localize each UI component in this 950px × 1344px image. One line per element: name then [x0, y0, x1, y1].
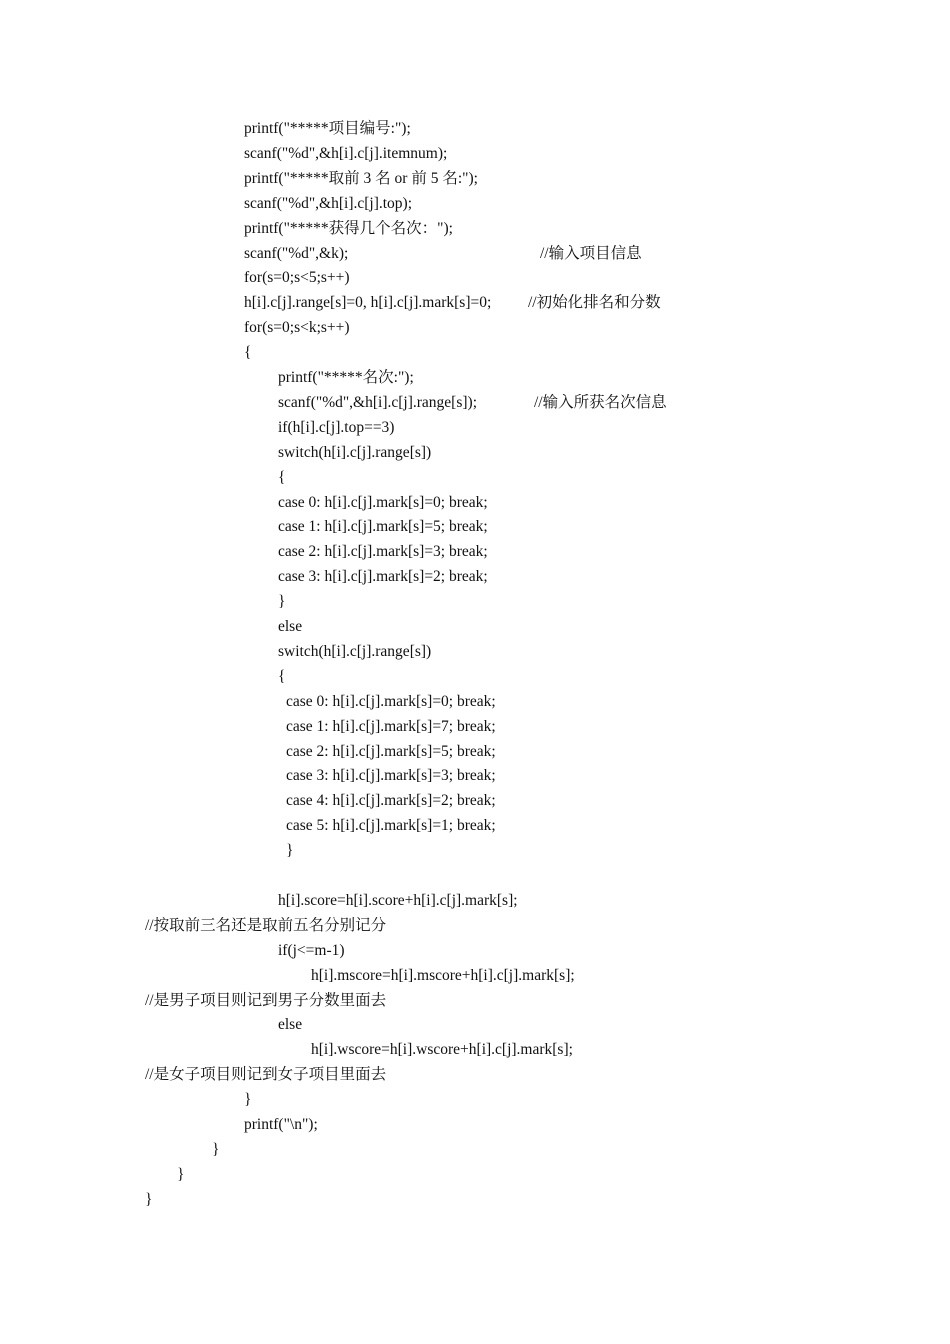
code-comment: //初始化排名和分数	[528, 294, 661, 312]
code-text: h[i].mscore=h[i].mscore+h[i].c[j].mark[s];	[311, 966, 575, 984]
code-line	[0, 938, 950, 963]
code-line	[0, 913, 950, 938]
code-line	[0, 888, 950, 913]
code-text: h[i].wscore=h[i].wscore+h[i].c[j].mark[s];	[311, 1041, 573, 1059]
code-line	[0, 838, 950, 863]
code-line	[0, 1187, 950, 1212]
code-comment: //输入所获名次信息	[534, 393, 667, 411]
code-text: }	[286, 842, 294, 860]
code-line	[0, 116, 950, 141]
code-text: switch(h[i].c[j].range[s])	[278, 642, 432, 660]
code-line	[0, 166, 950, 191]
code-line	[0, 390, 950, 415]
code-line	[0, 664, 950, 689]
code-text: for(s=0;s<5;s++)	[244, 269, 350, 287]
code-text: scanf("%d",&h[i].c[j].range[s]);	[278, 393, 477, 411]
code-line	[0, 265, 950, 290]
code-text: case 1: h[i].c[j].mark[s]=7; break;	[286, 717, 496, 735]
code-line	[0, 739, 950, 764]
code-line	[0, 514, 950, 539]
code-line	[0, 340, 950, 365]
code-text: else	[278, 1016, 303, 1034]
code-text: case 0: h[i].c[j].mark[s]=0; break;	[278, 493, 488, 511]
code-line	[0, 813, 950, 838]
code-text: case 4: h[i].c[j].mark[s]=2; break;	[286, 792, 496, 810]
code-text: h[i].c[j].range[s]=0, h[i].c[j].mark[s]=0;	[244, 294, 492, 312]
code-line	[0, 639, 950, 664]
code-text: case 5: h[i].c[j].mark[s]=1; break;	[286, 817, 496, 835]
code-text: {	[278, 667, 286, 685]
code-line	[0, 365, 950, 390]
code-line	[0, 714, 950, 739]
code-line	[0, 963, 950, 988]
code-text: case 1: h[i].c[j].mark[s]=5; break;	[278, 518, 488, 536]
code-line	[0, 465, 950, 490]
code-line	[0, 788, 950, 813]
code-text: printf("*****项目编号:");	[244, 120, 411, 137]
code-line	[0, 440, 950, 465]
code-text: {	[244, 344, 252, 362]
code-text: }	[177, 1165, 185, 1183]
code-text: else	[278, 618, 303, 635]
code-line	[0, 988, 950, 1013]
code-text: switch(h[i].c[j].range[s])	[278, 443, 432, 461]
code-text: case 0: h[i].c[j].mark[s]=0; break;	[286, 692, 496, 710]
code-text: }	[278, 593, 286, 611]
code-line	[0, 863, 950, 888]
code-text: case 3: h[i].c[j].mark[s]=3; break;	[286, 767, 496, 785]
code-line	[0, 141, 950, 166]
code-text: //是男子项目则记到男子分数里面去	[145, 991, 387, 1009]
code-text: printf("*****取前 3 名 or 前 5 名:");	[244, 169, 478, 187]
code-line	[0, 614, 950, 639]
code-text: h[i].score=h[i].score+h[i].c[j].mark[s];	[278, 891, 518, 909]
code-line	[0, 1137, 950, 1162]
code-text: //是女子项目则记到女子项目里面去	[145, 1066, 387, 1084]
code-line	[0, 564, 950, 589]
code-text: //按取前三名还是取前五名分别记分	[145, 916, 387, 934]
code-text: case 2: h[i].c[j].mark[s]=3; break;	[278, 543, 488, 561]
code-text: case 2: h[i].c[j].mark[s]=5; break;	[286, 742, 496, 760]
code-text: case 3: h[i].c[j].mark[s]=2; break;	[278, 568, 488, 586]
code-line	[0, 415, 950, 440]
code-line	[0, 191, 950, 216]
code-line	[0, 539, 950, 564]
code-text: scanf("%d",&h[i].c[j].itemnum);	[244, 144, 448, 162]
code-line	[0, 1112, 950, 1137]
code-line	[0, 1062, 950, 1087]
code-line	[0, 241, 950, 266]
code-text: if(h[i].c[j].top==3)	[278, 418, 395, 436]
code-line	[0, 1037, 950, 1062]
code-line	[0, 1012, 950, 1037]
code-text: scanf("%d",&h[i].c[j].top);	[244, 194, 413, 212]
code-text: {	[278, 468, 286, 486]
code-text: if(j<=m-1)	[278, 941, 345, 959]
code-text: }	[212, 1140, 220, 1158]
code-line	[0, 689, 950, 714]
code-line	[0, 589, 950, 614]
code-line	[0, 1087, 950, 1112]
code-text: printf("\n");	[244, 1116, 318, 1133]
code-line	[0, 1162, 950, 1187]
code-text: }	[244, 1091, 252, 1109]
code-line	[0, 290, 950, 315]
code-line	[0, 216, 950, 241]
code-text: for(s=0;s<k;s++)	[244, 319, 350, 337]
code-text: printf("*****名次:");	[278, 369, 414, 386]
code-text: scanf("%d",&k);	[244, 244, 349, 262]
code-text: }	[145, 1190, 153, 1208]
code-text: printf("*****获得几个名次：");	[244, 219, 453, 237]
code-comment: //输入项目信息	[540, 244, 642, 262]
code-line	[0, 490, 950, 515]
code-line	[0, 763, 950, 788]
code-line	[0, 315, 950, 340]
